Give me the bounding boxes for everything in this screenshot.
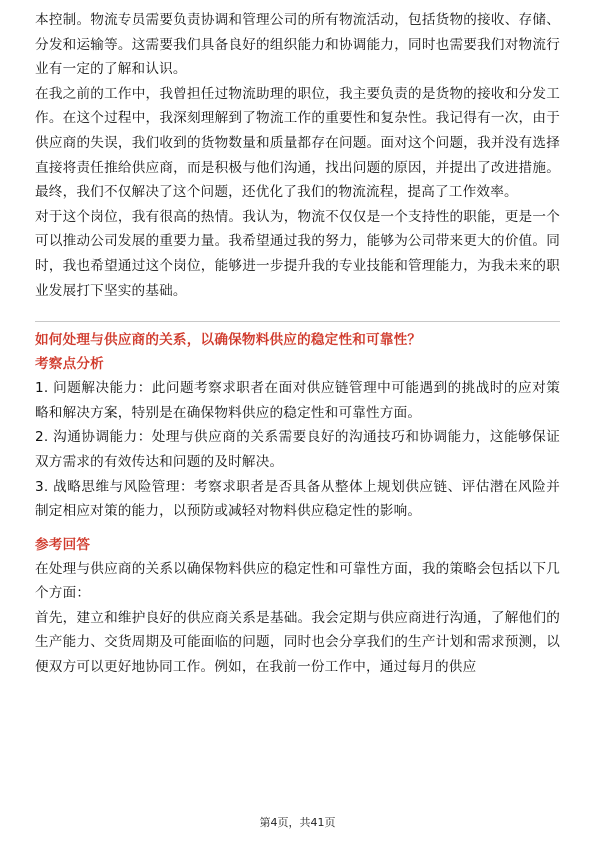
intro-paragraph-2: 在我之前的工作中，我曾担任过物流助理的职位，我主要负责的是货物的接收和分发工作。在这个过程中，我深刻理解到了物流工作的重要性和复杂性。我记得有一次，由于供应商的失误，我们收到的货物数量和质量都存在问题。面对这个问题，我并没有选择直接将责任推给供应商，而是积极与他们沟通，找出问题的原因，并提出了改进措施。最终，我们不仅解决了这个问题，还优化了我们的物流流程，提高了工作效率。 bbox=[35, 85, 560, 201]
analysis-point-2: 2. 沟通协调能力：处理与供应商的关系需要良好的沟通技巧和协调能力，这能够保证双方需求的有效传达和问题的及时解决。 bbox=[35, 429, 560, 470]
answer-paragraph-1: 在处理与供应商的关系以确保物料供应的稳定性和可靠性方面，我的策略会包括以下几个方面： bbox=[35, 560, 560, 602]
analysis-heading: 考察点分析 bbox=[35, 356, 104, 373]
intro-paragraph-1: 本控制。物流专员需要负责协调和管理公司的所有物流活动，包括货物的接收、存储、分发和运输等。这需要我们具备良好的组织能力和协调能力，同时也需要我们对物流行业有一定的了解和认识。 bbox=[35, 12, 560, 78]
answer-paragraph-2: 首先，建立和维护良好的供应商关系是基础。我会定期与供应商进行沟通，了解他们的生产能力、交货周期及可能面临的问题，同时也会分享我们的生产计划和需求预测，以便双方可以更好地协同工作。例如，在我前一份工作中，通过每月的供应 bbox=[35, 609, 560, 676]
section-divider bbox=[35, 321, 560, 322]
analysis-point-1: 1. 问题解决能力：此问题考察求职者在面对供应链管理中可能遇到的挑战时的应对策略和解决方案，特别是在确保物料供应的稳定性和可靠性方面。 bbox=[35, 380, 560, 421]
page-number: 第4页，共41页 bbox=[259, 816, 336, 829]
answer-heading: 参考回答 bbox=[35, 536, 91, 553]
intro-paragraph-3: 对于这个岗位，我有很高的热情。我认为，物流不仅仅是一个支持性的职能，更是一个可以推动公司发展的重要力量。我希望通过我的努力，能够为公司带来更大的价值。同时，我也希望通过这个岗位，能够进一步提升我的专业技能和管理能力，为我未来的职业发展打下坚实的基础。 bbox=[35, 208, 560, 299]
document-page bbox=[35, 8, 560, 680]
analysis-point-3: 3. 战略思维与风险管理：考察求职者是否具备从整体上规划供应链、评估潜在风险并制定相应对策的能力，以预防或减轻对物料供应稳定性的影响。 bbox=[35, 478, 560, 520]
question-heading: 如何处理与供应商的关系，以确保物料供应的稳定性和可靠性？ bbox=[35, 332, 422, 349]
